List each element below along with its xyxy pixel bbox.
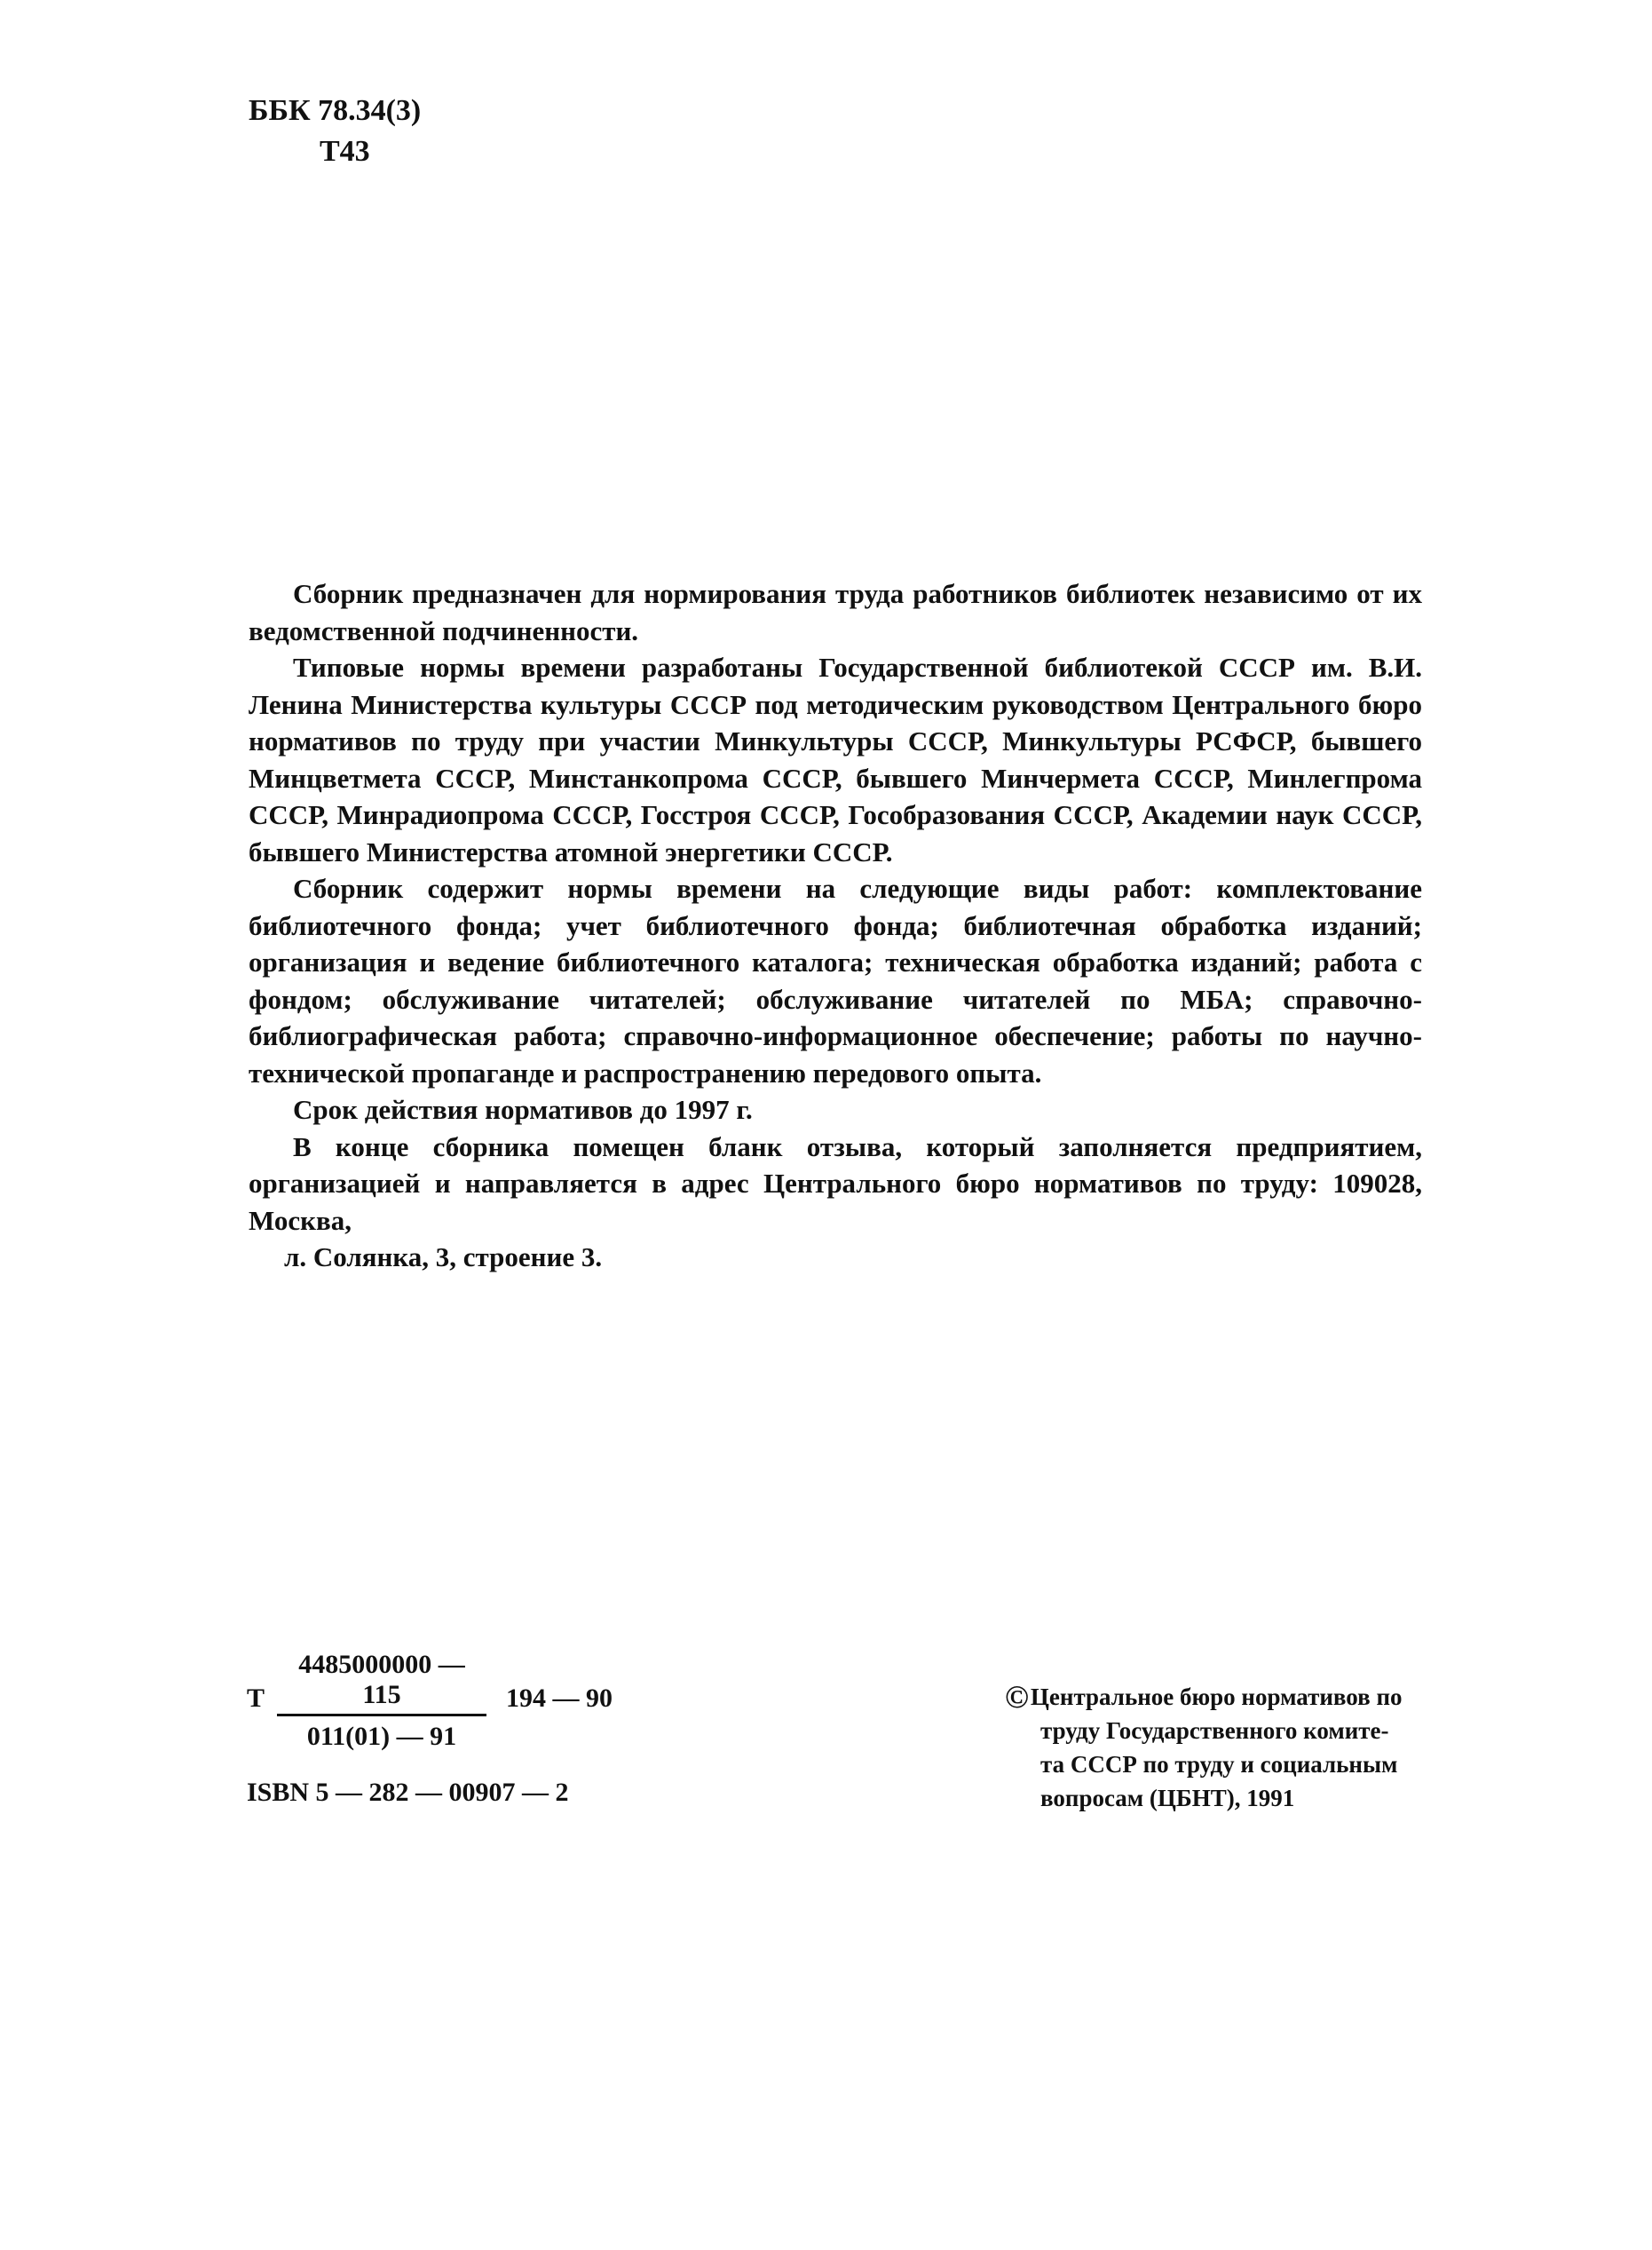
copyright-line: вопросам (ЦБНТ), 1991	[1040, 1785, 1295, 1811]
paragraph-validity: Срок действия нормативов до 1997 г.	[293, 1094, 753, 1125]
copyright-line	[1005, 1680, 1449, 1714]
copyright-line: труду Государственного комите-	[1040, 1717, 1389, 1744]
isbn: ISBN 5 — 282 — 00907 — 2	[247, 1778, 569, 1807]
copyright-symbol: ©	[1005, 1679, 1029, 1715]
copyright-line: та СССР по труду и социальным	[1040, 1751, 1398, 1778]
annotation-text	[249, 575, 1422, 1276]
publication-code-letter: Т	[247, 1684, 265, 1713]
copyright-notice	[1005, 1680, 1449, 1815]
bbk-code: ББК 78.34(3)	[249, 94, 422, 127]
bbk-classification	[249, 91, 421, 172]
publication-code-fraction	[277, 1650, 486, 1752]
paragraph-address: л. Солянка, 3, строение 3.	[284, 1241, 603, 1272]
paragraph-purpose: Сборник предназначен для нормирования труда работников библиотек независимо от их ведомственной подчиненности.	[249, 578, 1422, 646]
paragraph-developers: Типовые нормы времени разработаны Государственной библиотекой СССР им. В.И. Ленина Министерства культуры СССР под методическим руководством Центрального бюро нормативов по труду при участии Минкультуры СССР, Минкультуры РСФСР, бывшего Минцветмета СССР, Минстанкопрома СССР, бывшего Минчермета СССР, Минлегпрома СССР, Минрадиопрома СССР, Госстроя СССР, Гособразования СССР, Академии наук СССР, бывшего Министерства атомной энергетики СССР.	[249, 652, 1422, 868]
paragraph-contents: Сборник содержит нормы времени на следующие виды работ: комплектование библиотечного фонда; учет библиотечного фонда; библиотечная обработка изданий; организация и ведение библиотечного каталога; техническая обработка изданий; работа с фондом; обслуживание читателей; обслуживание читателей по МБА; справочно-библиографическая работа; справочно-информационное обеспечение; работы по научно-технической пропаганде и распространению передового опыта.	[249, 873, 1422, 1089]
publication-code-denominator: 011(01) — 91	[306, 1722, 457, 1751]
author-mark: Т43	[320, 135, 370, 168]
paragraph-feedback: В конце сборника помещен бланк отзыва, который заполняется предприятием, организацией и направляется в адрес Центрального бюро нормативов по труду: 109028, Москва,	[249, 1130, 1422, 1236]
publication-code-numerator: 4485000000 — 115	[277, 1650, 486, 1716]
publication-code-suffix: 194 — 90	[506, 1684, 613, 1713]
copyright-line-text: Центральное бюро нормативов по	[1030, 1684, 1403, 1710]
